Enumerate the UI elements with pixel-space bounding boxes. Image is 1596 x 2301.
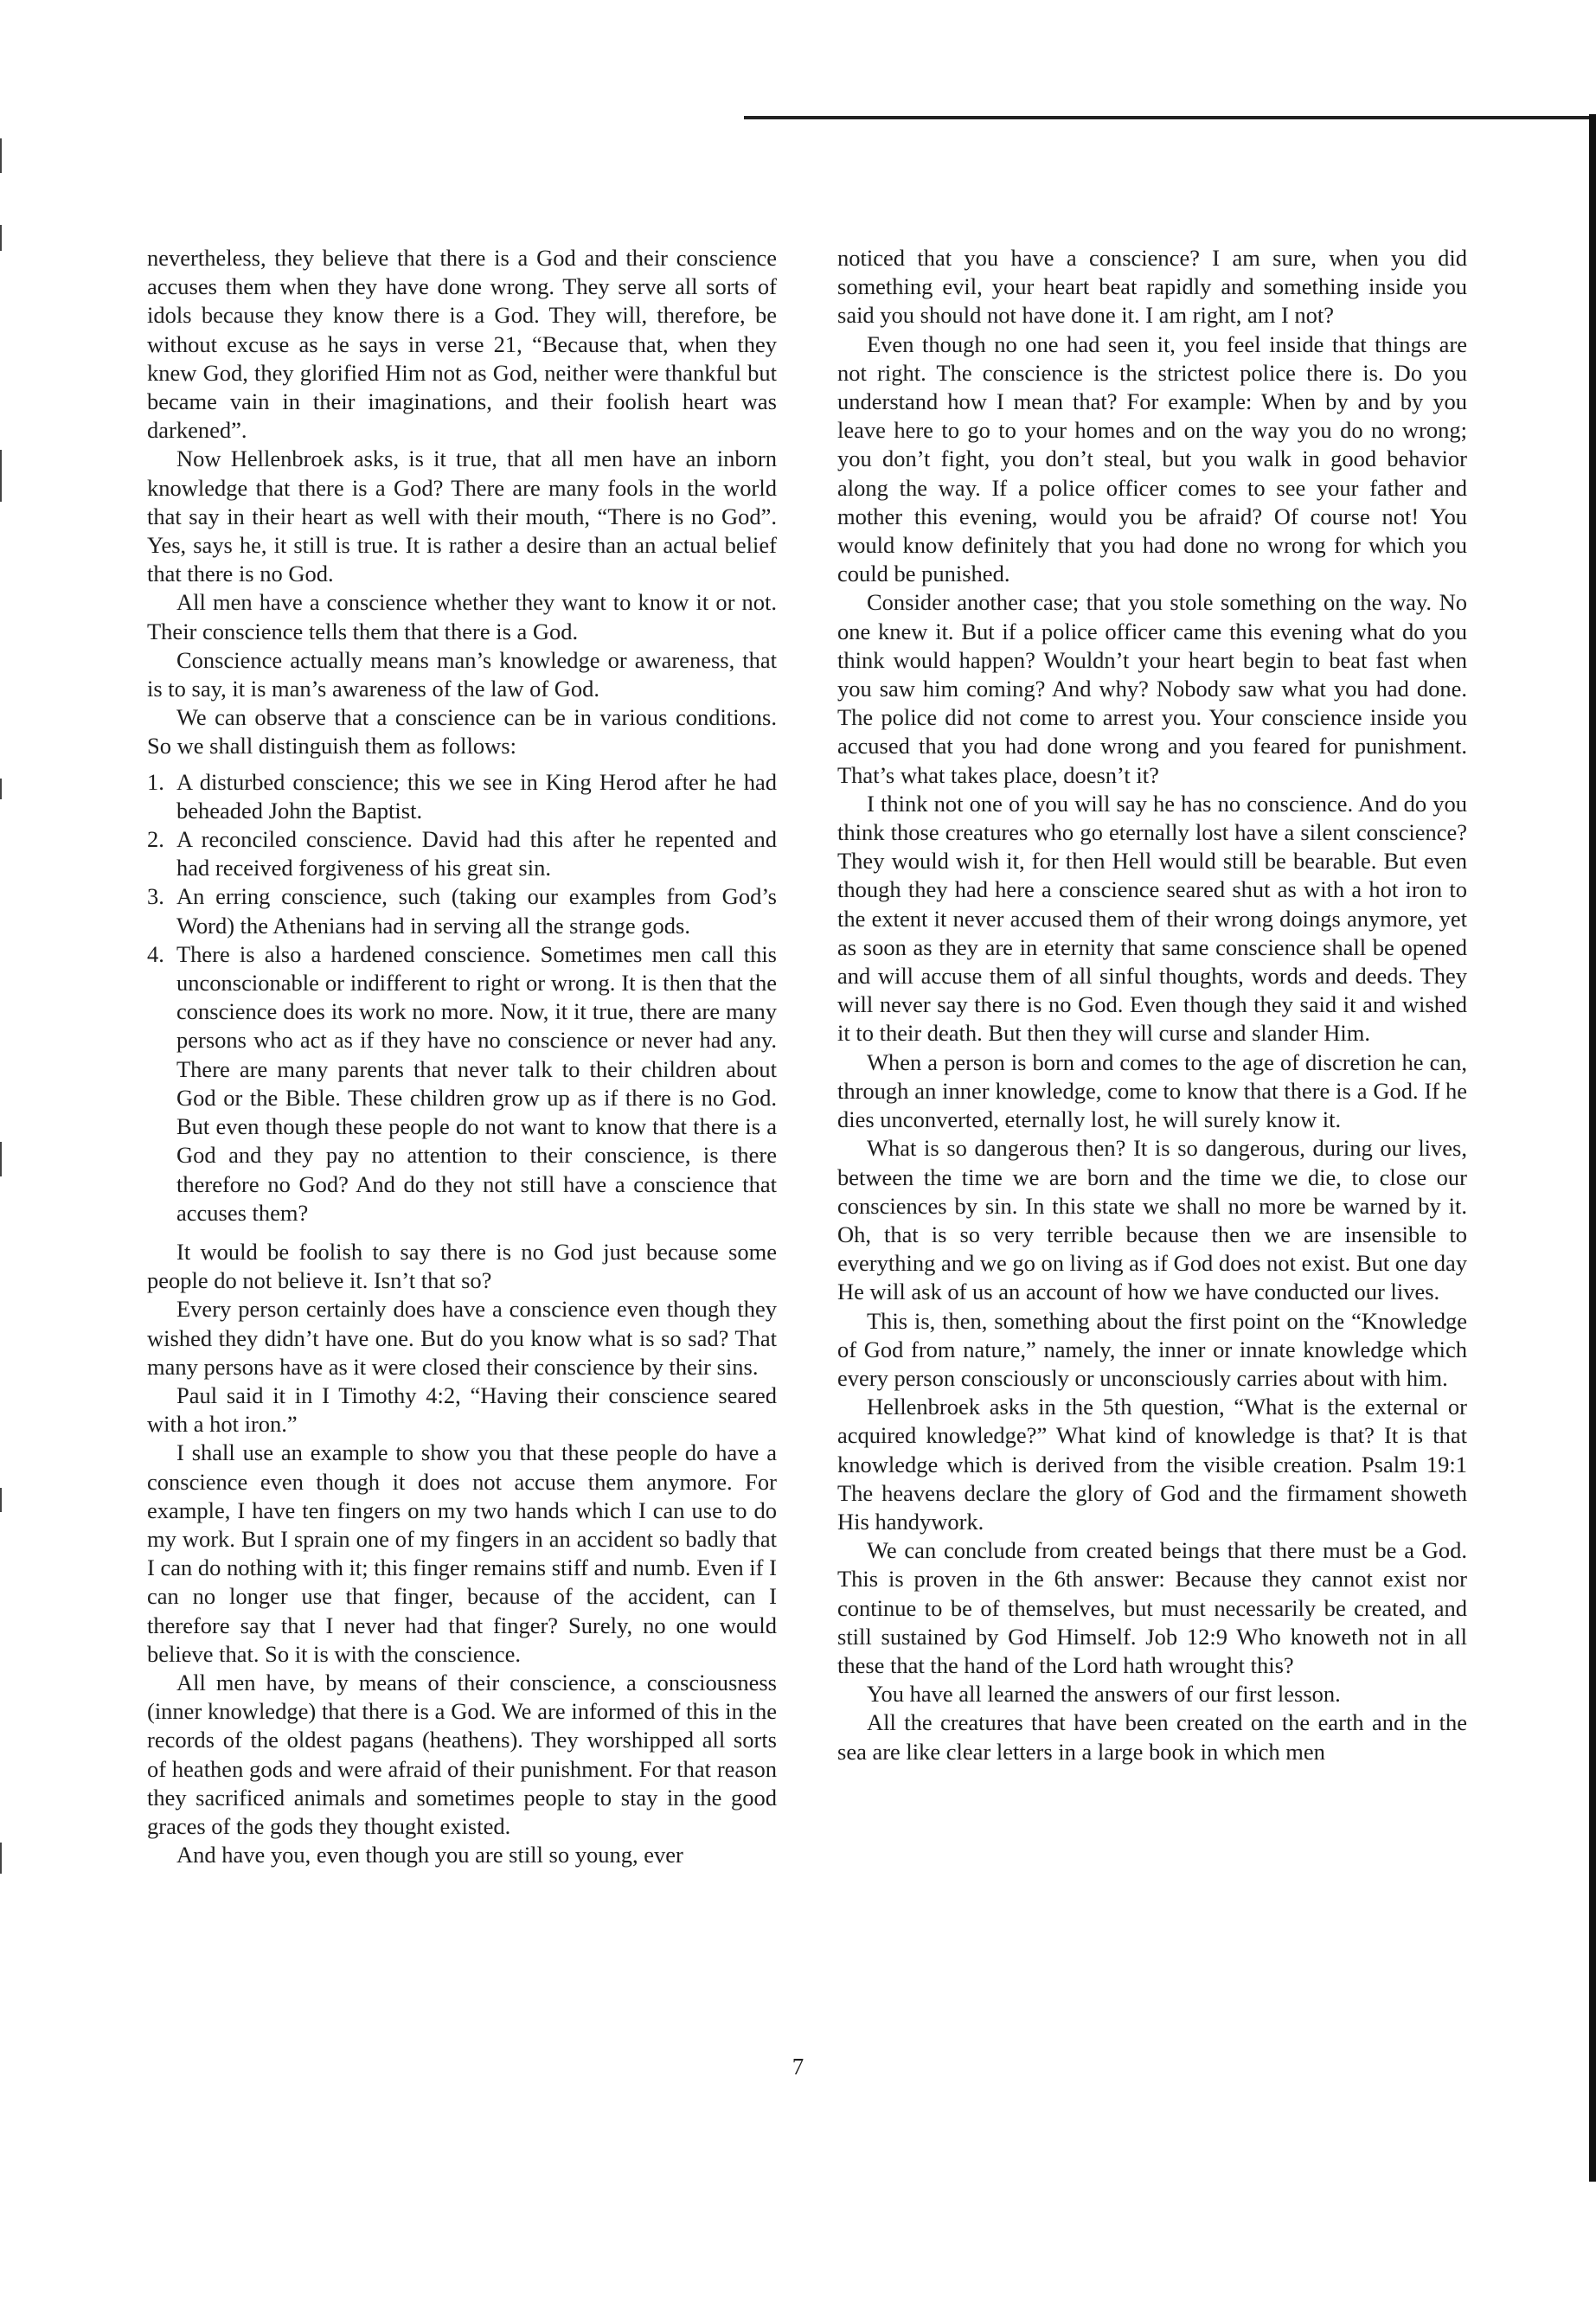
list-item [147,825,777,882]
paragraph: Every person certainly does have a conscience even though they wished they didn’t have one. But do you know what is so sad? That many persons have as it were closed their conscience by their sins. [147,1296,777,1380]
paragraph: Consider another case; that you stole something on the way. No one knew it. But if a police officer came this evening what do you think would happen? Wouldn’t your heart begin to beat fast when you saw him coming? And why? Nobody saw what you had done. The police did not come to arrest you. Your conscience inside you accused that you had done wrong and you feared for punishment. That’s what takes place, doesn’t it? [837,589,1467,788]
paragraph: Hellenbroek asks in the 5th question, “What is the external or acquired knowledge?” What kind of knowledge is that? It is that knowledge which is derived from the visible creation. Psalm 19:1 The heavens declare the glory of God and the firmament showeth His handywork. [837,1394,1467,1535]
scan-edge-right [1589,114,1596,2182]
scan-edge-top [744,116,1596,119]
page-number: 7 [792,2054,804,2080]
left-column [147,244,777,1869]
list-number: 2. [147,826,164,853]
list-item [147,940,777,1227]
paragraph: All the creatures that have been created on the earth and in the sea are like clear letters in a large book in which men [837,1709,1467,1765]
paragraph: Even though no one had seen it, you feel inside that things are not right. The conscience is the strictest police there is. Do you understand how I mean that? For example: When by and by you leave here to go to your homes and on the way you do no wrong; you don’t fight, you don’t steal, but you walk in good behavior along the way. If a police officer comes to see your father and mother this evening, would you be afraid? Of course not! You would know definitely that you had done no wrong for which you could be punished. [837,330,1467,587]
paragraph: We can conclude from created beings that there must be a God. This is proven in the 6th answer: Because they cannot exist nor continue to be of themselves, but must necessarily be created, and still sustained by God Himself. Job 12:9 Who knoweth not in all these that the hand of the Lord hath wrought this? [837,1537,1467,1678]
list-item-text: A disturbed conscience; this we see in King Herod after he had beheaded John the Baptist. [176,768,777,824]
list-item [147,768,777,825]
paragraph: You have all learned the answers of our first lesson. [867,1681,1341,1708]
paragraph: Conscience actually means man’s knowledge or awareness, that is to say, it is man’s awareness of the law of God. [147,646,777,702]
list-item-text: A reconciled conscience. David had this after he repented and had received forgiveness of his great sin. [176,826,777,881]
list-number: 1. [147,768,164,795]
list-item-text: An erring conscience, such (taking our examples from God’s Word) the Athenians had in serving all the strange gods. [176,883,777,939]
paragraph: I think not one of you will say he has no conscience. And do you think those creatures who go eternally lost have a silent conscience? They would wish it, for then Hell would still be bearable. But even though they had here a conscience seared shut as with a hot iron to the extent it never accused them of their wrong doings anymore, yet as soon as they are in eternity that same conscience shall be opened and will accuse them of all sinful thoughts, words and deeds. They will never say there is no God. Even though they said it and wished it to their death. But then they will curse and slander Him. [837,790,1467,1047]
paragraph: I shall use an example to show you that these people do have a conscience even though it does not accuse them anymore. For example, I have ten fingers on my two hands which I can use to do my work. But I sprain one of my fingers in an accident so badly that I can do nothing with it; this finger remains stiff and numb. Even if I can no longer use that finger, because of the accident, can I therefore say that I never had that finger? Surely, no one would believe that. So it is with the conscience. [147,1439,777,1667]
list-item [147,882,777,939]
paragraph: We can observe that a conscience can be in various conditions. So we shall distinguish them as follows: [147,704,777,760]
scan-left-marks [0,121,3,2180]
right-column [837,244,1467,1766]
list-number: 3. [147,883,164,910]
paragraph: What is so dangerous then? It is so dangerous, during our lives, between the time we are born and the time we die, to close our consciences by sin. In this state we shall no more be warned by it. Oh, that is so very terrible because then we are insensible to everything and we go on living as if God does not exist. But one day He will ask of us an account of how we have conducted our lives. [837,1135,1467,1305]
list-item-text: There is also a hardened conscience. Sometimes men call this unconscionable or indifferent to right or wrong. It is then that the conscience does its work no more. Now, it it true, there are many persons who act as if they have no conscience or never had any. There are many parents that never talk to their children about God or the Bible. These children grow up as if there is no God. But even though these people do not want to know that there is a God and they pay no attention to their conscience, is there therefore no God? And do they not still have a conscience that accuses them? [176,940,777,1226]
paragraph: All men have, by means of their conscience, a consciousness (inner knowledge) that there is a God. We are informed of this in the records of the oldest pagans (heathens). They worshipped all sorts of heathen gods and were afraid of their punishment. For that reason they sacrificed animals and sometimes people to stay in the good graces of the gods they thought existed. [147,1669,777,1839]
paragraph: Paul said it in I Timothy 4:2, “Having their conscience seared with a hot iron.” [147,1381,777,1438]
paragraph: noticed that you have a conscience? I am sure, when you did something evil, your heart beat rapidly and something inside you said you should not have done it. I am right, am I not? [837,245,1467,329]
paragraph: It would be foolish to say there is no God just because some people do not believe it. Isn’t that so? [147,1238,777,1294]
conscience-conditions-list [147,768,777,1227]
paragraph: All men have a conscience whether they want to know it or not. Their conscience tells them that there is a God. [147,589,777,644]
paragraph: Now Hellenbroek asks, is it true, that all men have an inborn knowledge that there is a God? There are many fools in the world that say in their heart as well with their mouth, “There is no God”. Yes, says he, it still is true. It is rather a desire than an actual belief that there is no God. [147,445,777,587]
paragraph: When a person is born and comes to the age of discretion he can, through an inner knowledge, come to know that there is a God. If he dies unconverted, eternally lost, he will surely know it. [837,1048,1467,1133]
paragraph: This is, then, something about the first point on the “Knowledge of God from nature,” namely, the inner or innate knowledge which every person consciously or unconsciously carries about with him. [837,1307,1467,1391]
paragraph: And have you, even though you are still so young, ever [176,1842,683,1868]
list-number: 4. [147,940,164,967]
paragraph: nevertheless, they believe that there is a God and their conscience accuses them when they have done wrong. They serve all sorts of idols because they know there is a God. They will, therefore, be without excuse as he says in verse 21, “Because that, when they knew God, they glorified Him not as God, neither were thankful but became vain in their imaginations, and their foolish heart was darkened”. [147,245,777,444]
